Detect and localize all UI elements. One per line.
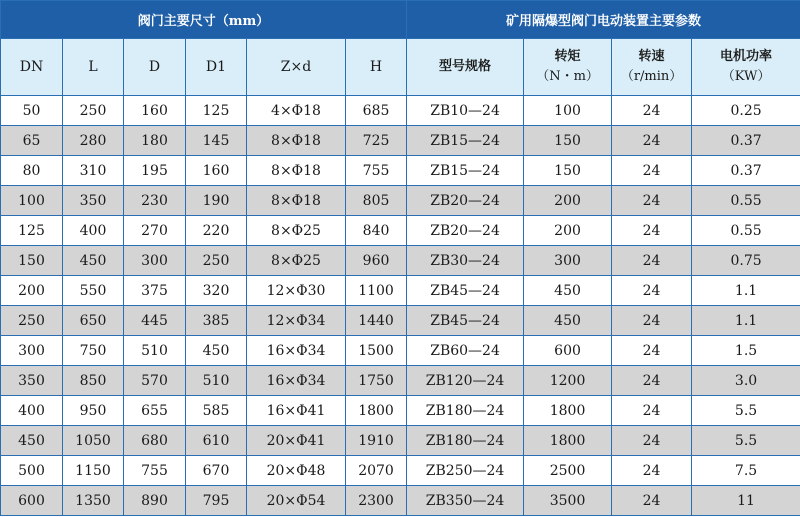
cell-dn: 150 bbox=[1, 246, 63, 276]
cell-torque: 300 bbox=[524, 246, 612, 276]
cell-dn: 400 bbox=[1, 396, 63, 426]
group-header-row bbox=[1, 1, 800, 39]
cell-l: 400 bbox=[63, 216, 124, 246]
cell-model: ZB45—24 bbox=[407, 306, 524, 336]
cell-power: 0.25 bbox=[692, 96, 800, 126]
cell-l: 350 bbox=[63, 186, 124, 216]
cell-speed: 24 bbox=[612, 216, 692, 246]
cell-power: 7.5 bbox=[692, 456, 800, 486]
cell-l: 310 bbox=[63, 156, 124, 186]
cell-d: 160 bbox=[124, 96, 186, 126]
speed-unit: （r/min） bbox=[620, 69, 683, 84]
cell-d: 755 bbox=[124, 456, 186, 486]
cell-dn: 600 bbox=[1, 486, 63, 516]
cell-d: 680 bbox=[124, 426, 186, 456]
cell-d1: 385 bbox=[186, 306, 247, 336]
cell-h: 1750 bbox=[346, 366, 407, 396]
cell-zd: 8×Φ25 bbox=[247, 216, 346, 246]
cell-torque: 450 bbox=[524, 306, 612, 336]
cell-d1: 160 bbox=[186, 156, 247, 186]
cell-model: ZB20—24 bbox=[407, 216, 524, 246]
cell-power: 1.1 bbox=[692, 276, 800, 306]
col-header-torque bbox=[524, 39, 612, 96]
cell-zd: 16×Φ34 bbox=[247, 336, 346, 366]
cell-d1: 670 bbox=[186, 456, 247, 486]
table-row bbox=[1, 366, 800, 396]
cell-d: 890 bbox=[124, 486, 186, 516]
cell-dn: 65 bbox=[1, 126, 63, 156]
cell-zd: 8×Φ18 bbox=[247, 186, 346, 216]
cell-zd: 16×Φ41 bbox=[247, 396, 346, 426]
cell-torque: 1800 bbox=[524, 396, 612, 426]
cell-zd: 20×Φ41 bbox=[247, 426, 346, 456]
cell-speed: 24 bbox=[612, 426, 692, 456]
cell-model: ZB180—24 bbox=[407, 426, 524, 456]
table-body bbox=[1, 96, 800, 516]
cell-l: 850 bbox=[63, 366, 124, 396]
cell-power: 1.5 bbox=[692, 336, 800, 366]
cell-speed: 24 bbox=[612, 246, 692, 276]
cell-l: 250 bbox=[63, 96, 124, 126]
cell-l: 1350 bbox=[63, 486, 124, 516]
cell-speed: 24 bbox=[612, 96, 692, 126]
cell-torque: 200 bbox=[524, 216, 612, 246]
actuator-params-group-header: 矿用隔爆型阀门电动装置主要参数 bbox=[407, 1, 800, 39]
cell-model: ZB250—24 bbox=[407, 456, 524, 486]
cell-h: 685 bbox=[346, 96, 407, 126]
col-header-d: D bbox=[124, 39, 186, 96]
cell-speed: 24 bbox=[612, 276, 692, 306]
cell-dn: 100 bbox=[1, 186, 63, 216]
cell-torque: 600 bbox=[524, 336, 612, 366]
cell-d: 570 bbox=[124, 366, 186, 396]
cell-dn: 350 bbox=[1, 366, 63, 396]
cell-model: ZB10—24 bbox=[407, 96, 524, 126]
col-header-dn: DN bbox=[1, 39, 63, 96]
cell-h: 2070 bbox=[346, 456, 407, 486]
table-row bbox=[1, 426, 800, 456]
cell-zd: 12×Φ30 bbox=[247, 276, 346, 306]
table-row bbox=[1, 96, 800, 126]
cell-zd: 8×Φ18 bbox=[247, 126, 346, 156]
table-row bbox=[1, 456, 800, 486]
cell-torque: 450 bbox=[524, 276, 612, 306]
cell-model: ZB60—24 bbox=[407, 336, 524, 366]
cell-h: 2300 bbox=[346, 486, 407, 516]
cell-d1: 795 bbox=[186, 486, 247, 516]
cell-d: 270 bbox=[124, 216, 186, 246]
table-row bbox=[1, 306, 800, 336]
cell-speed: 24 bbox=[612, 306, 692, 336]
cell-l: 1050 bbox=[63, 426, 124, 456]
cell-d1: 450 bbox=[186, 336, 247, 366]
cell-model: ZB350—24 bbox=[407, 486, 524, 516]
cell-model: ZB120—24 bbox=[407, 366, 524, 396]
cell-d1: 125 bbox=[186, 96, 247, 126]
cell-torque: 150 bbox=[524, 156, 612, 186]
cell-d: 195 bbox=[124, 156, 186, 186]
cell-power: 0.37 bbox=[692, 156, 800, 186]
cell-l: 450 bbox=[63, 246, 124, 276]
cell-dn: 450 bbox=[1, 426, 63, 456]
cell-d: 300 bbox=[124, 246, 186, 276]
cell-power: 3.0 bbox=[692, 366, 800, 396]
power-unit: （KW） bbox=[721, 69, 771, 84]
cell-d: 445 bbox=[124, 306, 186, 336]
cell-zd: 20×Φ48 bbox=[247, 456, 346, 486]
col-header-zd: Z×d bbox=[247, 39, 346, 96]
col-header-speed bbox=[612, 39, 692, 96]
col-header-h: H bbox=[346, 39, 407, 96]
cell-h: 1910 bbox=[346, 426, 407, 456]
cell-d1: 320 bbox=[186, 276, 247, 306]
cell-speed: 24 bbox=[612, 126, 692, 156]
cell-speed: 24 bbox=[612, 336, 692, 366]
cell-power: 0.55 bbox=[692, 216, 800, 246]
col-header-model: 型号规格 bbox=[407, 39, 524, 96]
cell-h: 960 bbox=[346, 246, 407, 276]
cell-torque: 3500 bbox=[524, 486, 612, 516]
cell-zd: 8×Φ25 bbox=[247, 246, 346, 276]
cell-speed: 24 bbox=[612, 486, 692, 516]
cell-power: 11 bbox=[692, 486, 800, 516]
col-header-d1: D1 bbox=[186, 39, 247, 96]
cell-model: ZB45—24 bbox=[407, 276, 524, 306]
cell-dn: 500 bbox=[1, 456, 63, 486]
cell-zd: 8×Φ18 bbox=[247, 156, 346, 186]
cell-h: 725 bbox=[346, 126, 407, 156]
cell-d1: 190 bbox=[186, 186, 247, 216]
cell-d1: 610 bbox=[186, 426, 247, 456]
cell-model: ZB15—24 bbox=[407, 126, 524, 156]
table-row bbox=[1, 126, 800, 156]
cell-model: ZB20—24 bbox=[407, 186, 524, 216]
cell-dn: 300 bbox=[1, 336, 63, 366]
cell-l: 650 bbox=[63, 306, 124, 336]
cell-h: 840 bbox=[346, 216, 407, 246]
cell-d: 180 bbox=[124, 126, 186, 156]
cell-zd: 20×Φ54 bbox=[247, 486, 346, 516]
cell-h: 755 bbox=[346, 156, 407, 186]
table-row bbox=[1, 216, 800, 246]
speed-label: 转速 bbox=[638, 49, 665, 64]
cell-power: 0.55 bbox=[692, 186, 800, 216]
cell-h: 805 bbox=[346, 186, 407, 216]
cell-l: 750 bbox=[63, 336, 124, 366]
cell-d: 230 bbox=[124, 186, 186, 216]
torque-unit: （N・m） bbox=[536, 69, 599, 84]
cell-zd: 12×Φ34 bbox=[247, 306, 346, 336]
cell-d1: 250 bbox=[186, 246, 247, 276]
cell-model: ZB15—24 bbox=[407, 156, 524, 186]
cell-torque: 2500 bbox=[524, 456, 612, 486]
column-header-row bbox=[1, 39, 800, 96]
cell-dn: 250 bbox=[1, 306, 63, 336]
cell-h: 1440 bbox=[346, 306, 407, 336]
cell-speed: 24 bbox=[612, 396, 692, 426]
cell-d: 375 bbox=[124, 276, 186, 306]
cell-dn: 50 bbox=[1, 96, 63, 126]
table-row bbox=[1, 276, 800, 306]
cell-l: 550 bbox=[63, 276, 124, 306]
cell-power: 5.5 bbox=[692, 426, 800, 456]
col-header-power bbox=[692, 39, 800, 96]
cell-l: 950 bbox=[63, 396, 124, 426]
cell-d1: 145 bbox=[186, 126, 247, 156]
cell-torque: 1200 bbox=[524, 366, 612, 396]
cell-dn: 125 bbox=[1, 216, 63, 246]
cell-power: 1.1 bbox=[692, 306, 800, 336]
cell-model: ZB180—24 bbox=[407, 396, 524, 426]
cell-torque: 1800 bbox=[524, 426, 612, 456]
cell-speed: 24 bbox=[612, 156, 692, 186]
valve-dimensions-group-header: 阀门主要尺寸（mm） bbox=[1, 1, 407, 39]
cell-torque: 100 bbox=[524, 96, 612, 126]
table-row bbox=[1, 336, 800, 366]
cell-h: 1100 bbox=[346, 276, 407, 306]
cell-speed: 24 bbox=[612, 366, 692, 396]
cell-model: ZB30—24 bbox=[407, 246, 524, 276]
cell-torque: 200 bbox=[524, 186, 612, 216]
cell-zd: 16×Φ34 bbox=[247, 366, 346, 396]
table-row bbox=[1, 246, 800, 276]
power-label: 电机功率 bbox=[720, 49, 773, 64]
cell-d1: 585 bbox=[186, 396, 247, 426]
table-row bbox=[1, 396, 800, 426]
cell-d: 510 bbox=[124, 336, 186, 366]
cell-d: 655 bbox=[124, 396, 186, 426]
cell-dn: 200 bbox=[1, 276, 63, 306]
table-row bbox=[1, 486, 800, 516]
col-header-l: L bbox=[63, 39, 124, 96]
cell-speed: 24 bbox=[612, 456, 692, 486]
cell-power: 0.37 bbox=[692, 126, 800, 156]
table-row bbox=[1, 156, 800, 186]
cell-h: 1800 bbox=[346, 396, 407, 426]
cell-dn: 80 bbox=[1, 156, 63, 186]
cell-l: 280 bbox=[63, 126, 124, 156]
cell-h: 1500 bbox=[346, 336, 407, 366]
cell-power: 5.5 bbox=[692, 396, 800, 426]
table-row bbox=[1, 186, 800, 216]
cell-speed: 24 bbox=[612, 186, 692, 216]
cell-torque: 150 bbox=[524, 126, 612, 156]
cell-power: 0.75 bbox=[692, 246, 800, 276]
cell-l: 1150 bbox=[63, 456, 124, 486]
cell-d1: 510 bbox=[186, 366, 247, 396]
cell-d1: 220 bbox=[186, 216, 247, 246]
cell-zd: 4×Φ18 bbox=[247, 96, 346, 126]
torque-label: 转矩 bbox=[554, 49, 581, 64]
